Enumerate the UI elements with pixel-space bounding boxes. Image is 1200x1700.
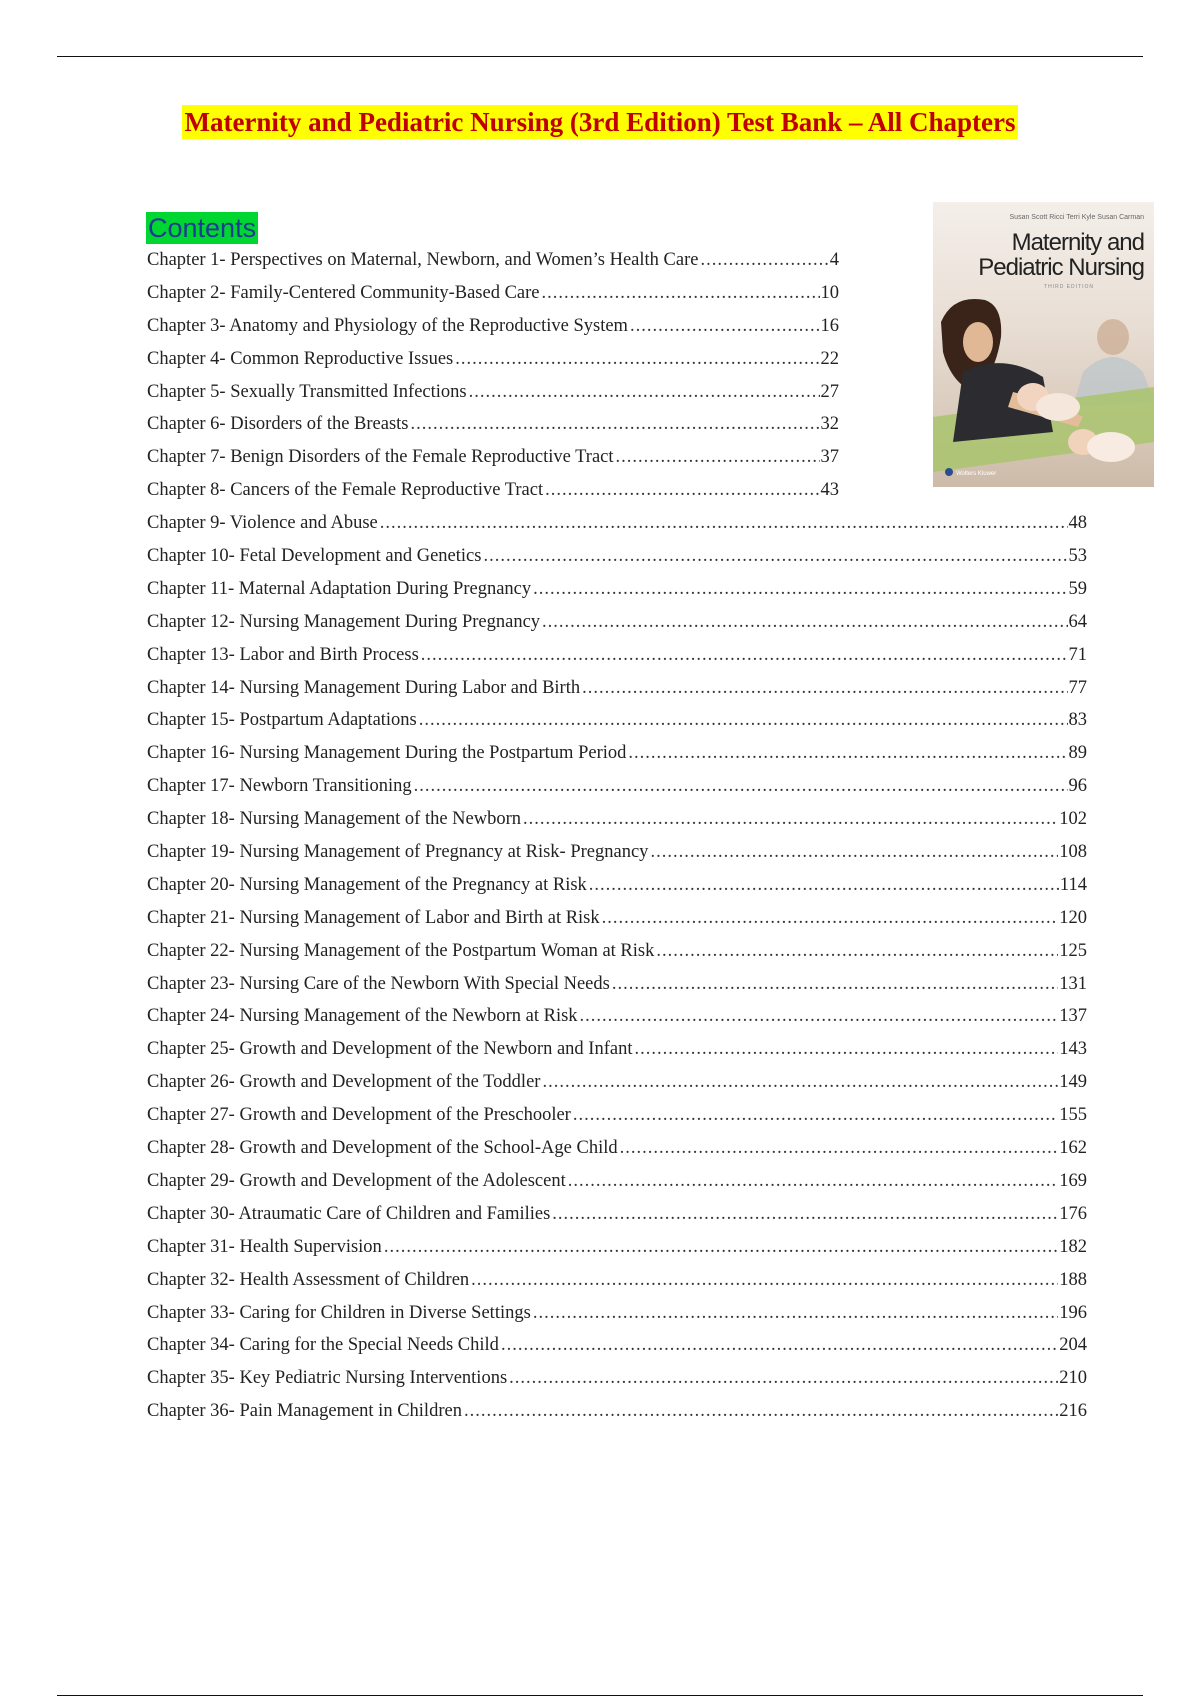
toc-leader-dots [545, 476, 819, 509]
toc-entry-label: Chapter 12- Nursing Management During Pregnancy [147, 608, 542, 641]
toc-entry[interactable] [147, 279, 839, 312]
toc-entry[interactable] [147, 706, 1087, 739]
toc-entry-page: 143 [1058, 1035, 1087, 1068]
toc-leader-dots [523, 805, 1058, 838]
toc-entry[interactable] [147, 443, 839, 476]
toc-entry[interactable] [147, 1035, 1087, 1068]
toc-leader-dots [542, 608, 1067, 641]
toc-entry-page: 216 [1058, 1397, 1087, 1430]
toc-entry-page: 108 [1058, 838, 1087, 871]
toc-leader-dots [455, 345, 819, 378]
toc-entry-page: 89 [1068, 739, 1088, 772]
cover-authors: Susan Scott Ricci Terri Kyle Susan Carman [1009, 214, 1144, 221]
toc-entry[interactable] [147, 1200, 1087, 1233]
toc-leader-dots [612, 970, 1058, 1003]
toc-entry-label: Chapter 19- Nursing Management of Pregnancy at Risk- Pregnancy [147, 838, 650, 871]
toc-entry-page: 59 [1068, 575, 1088, 608]
toc-entry[interactable] [147, 937, 1087, 970]
toc-entry-label: Chapter 11- Maternal Adaptation During Pregnancy [147, 575, 533, 608]
toc-entry-page: 131 [1058, 970, 1087, 1003]
cover-title: Maternity and Pediatric Nursing [978, 229, 1144, 281]
toc-entry-page: 120 [1058, 904, 1087, 937]
toc-entry[interactable] [147, 739, 1087, 772]
toc-leader-dots [542, 279, 820, 312]
title-container [0, 105, 1200, 139]
toc-leader-dots [509, 1364, 1058, 1397]
cover-edition: THIRD EDITION [1044, 284, 1094, 290]
toc-leader-dots [414, 772, 1068, 805]
toc-entry-page: 53 [1068, 542, 1088, 575]
toc-leader-dots [552, 1200, 1058, 1233]
toc-entry[interactable] [147, 608, 1087, 641]
toc-entry-page: 27 [820, 378, 840, 411]
toc-entry-label: Chapter 25- Growth and Development of the Newborn and Infant [147, 1035, 634, 1068]
toc-entry-page: 22 [820, 345, 840, 378]
toc-leader-dots [501, 1331, 1058, 1364]
toc-entry-page: 210 [1058, 1364, 1087, 1397]
cover-publisher: Wolters Kluwer [956, 471, 997, 477]
toc-entry[interactable] [147, 345, 839, 378]
toc-leader-dots [533, 1299, 1058, 1332]
toc-leader-dots [533, 575, 1067, 608]
toc-entry-label: Chapter 35- Key Pediatric Nursing Interventions [147, 1364, 509, 1397]
toc-entry[interactable] [147, 871, 1087, 904]
toc-entry-page: 114 [1059, 871, 1087, 904]
toc-entry-label: Chapter 22- Nursing Management of the Postpartum Woman at Risk [147, 937, 656, 970]
toc-entry-page: 96 [1068, 772, 1088, 805]
toc-entry-label: Chapter 3- Anatomy and Physiology of the Reproductive System [147, 312, 630, 345]
toc-entry-label: Chapter 10- Fetal Development and Genetics [147, 542, 483, 575]
toc-entry[interactable] [147, 1233, 1087, 1266]
toc-entry[interactable] [147, 970, 1087, 1003]
toc-entry[interactable] [147, 378, 839, 411]
toc-entry[interactable] [147, 1299, 1087, 1332]
toc-entry-page: 196 [1058, 1299, 1087, 1332]
toc-entry-page: 162 [1058, 1134, 1087, 1167]
toc-entry-page: 188 [1058, 1266, 1087, 1299]
toc-entry-label: Chapter 23- Nursing Care of the Newborn With Special Needs [147, 970, 612, 1003]
toc-entry-page: 182 [1058, 1233, 1087, 1266]
toc-entry[interactable] [147, 1331, 1087, 1364]
toc-leader-dots [384, 1233, 1058, 1266]
toc-entry-label: Chapter 32- Health Assessment of Children [147, 1266, 471, 1299]
document-title: Maternity and Pediatric Nursing (3rd Edition) Test Bank – All Chapters [184, 107, 1016, 137]
toc-entry-label: Chapter 14- Nursing Management During Labor and Birth [147, 674, 582, 707]
toc-entry[interactable] [147, 904, 1087, 937]
bottom-rule [57, 1695, 1143, 1696]
toc-leader-dots [542, 1068, 1058, 1101]
toc-entry-page: 149 [1058, 1068, 1087, 1101]
toc-leader-dots [568, 1167, 1059, 1200]
toc-entry[interactable] [147, 1167, 1087, 1200]
toc-leader-dots [634, 1035, 1058, 1068]
toc-entry-page: 102 [1058, 805, 1087, 838]
toc-entry[interactable] [147, 509, 1087, 542]
toc-leader-dots [580, 1002, 1059, 1035]
toc-entry-label: Chapter 4- Common Reproductive Issues [147, 345, 455, 378]
toc-entry-page: 137 [1058, 1002, 1087, 1035]
toc-leader-dots [589, 871, 1059, 904]
toc-leader-dots [602, 904, 1059, 937]
toc-entry-page: 169 [1058, 1167, 1087, 1200]
toc-entry[interactable] [147, 1266, 1087, 1299]
toc-entry-label: Chapter 9- Violence and Abuse [147, 509, 380, 542]
toc-entry-label: Chapter 27- Growth and Development of the Preschooler [147, 1101, 573, 1134]
toc-entry[interactable] [147, 1134, 1087, 1167]
toc-entry-page: 10 [820, 279, 840, 312]
toc-entry-label: Chapter 1- Perspectives on Maternal, Newborn, and Women’s Health Care [147, 246, 700, 279]
toc-entry-page: 37 [820, 443, 840, 476]
toc-entry-label: Chapter 17- Newborn Transitioning [147, 772, 414, 805]
toc-entry[interactable] [147, 1101, 1087, 1134]
toc-leader-dots [620, 1134, 1059, 1167]
toc-entry[interactable] [147, 805, 1087, 838]
toc-leader-dots [469, 378, 820, 411]
toc-entry-page: 16 [820, 312, 840, 345]
book-cover-image [933, 202, 1154, 487]
top-rule [57, 56, 1143, 57]
toc-leader-dots [464, 1397, 1058, 1430]
toc-entry[interactable] [147, 838, 1087, 871]
toc-leader-dots [380, 509, 1068, 542]
toc-leader-dots [483, 542, 1067, 575]
toc-entry-label: Chapter 36- Pain Management in Children [147, 1397, 464, 1430]
toc-entry[interactable] [147, 1364, 1087, 1397]
toc-entry-label: Chapter 28- Growth and Development of the School-Age Child [147, 1134, 620, 1167]
toc-leader-dots [650, 838, 1058, 871]
toc-entry-label: Chapter 2- Family-Centered Community-Based Care [147, 279, 542, 312]
toc-leader-dots [628, 739, 1067, 772]
toc-entry-label: Chapter 20- Nursing Management of the Pregnancy at Risk [147, 871, 589, 904]
toc-entry-label: Chapter 16- Nursing Management During the Postpartum Period [147, 739, 628, 772]
toc-entry-label: Chapter 6- Disorders of the Breasts [147, 410, 411, 443]
toc-entry-page: 125 [1058, 937, 1087, 970]
toc-entry-label: Chapter 29- Growth and Development of the Adolescent [147, 1167, 568, 1200]
toc-entry-label: Chapter 30- Atraumatic Care of Children and Families [147, 1200, 552, 1233]
toc-entry[interactable] [147, 476, 839, 509]
toc-leader-dots [582, 674, 1067, 707]
toc-entry-label: Chapter 13- Labor and Birth Process [147, 641, 421, 674]
toc-entry-page: 48 [1068, 509, 1088, 542]
toc-entry-page: 71 [1068, 641, 1088, 674]
toc-entry[interactable] [147, 1002, 1087, 1035]
toc-leader-dots [573, 1101, 1058, 1134]
toc-entry-page: 204 [1058, 1331, 1087, 1364]
toc-entry[interactable] [147, 575, 1087, 608]
toc-leader-dots [616, 443, 820, 476]
toc-entry-page: 83 [1068, 706, 1088, 739]
toc-entry-label: Chapter 15- Postpartum Adaptations [147, 706, 419, 739]
contents-heading: Contents [148, 213, 257, 243]
toc-entry-label: Chapter 31- Health Supervision [147, 1233, 384, 1266]
toc-entry-page: 4 [829, 246, 839, 279]
toc-leader-dots [630, 312, 820, 345]
toc-entry[interactable] [147, 542, 1087, 575]
toc-entry-page: 176 [1058, 1200, 1087, 1233]
toc-entry-label: Chapter 5- Sexually Transmitted Infections [147, 378, 469, 411]
toc-leader-dots [421, 641, 1068, 674]
toc-entry-page: 32 [820, 410, 840, 443]
toc-entry[interactable] [147, 772, 1087, 805]
toc-entry-label: Chapter 34- Caring for the Special Needs Child [147, 1331, 501, 1364]
toc-entry-page: 77 [1068, 674, 1088, 707]
toc-entry[interactable] [147, 410, 839, 443]
toc-entry[interactable] [147, 1068, 1087, 1101]
toc-entry[interactable] [147, 312, 839, 345]
toc-entry[interactable] [147, 1397, 1087, 1430]
toc-leader-dots [471, 1266, 1058, 1299]
toc-entry[interactable] [147, 674, 1087, 707]
toc-entry-page: 43 [820, 476, 840, 509]
toc-entry-label: Chapter 24- Nursing Management of the Newborn at Risk [147, 1002, 580, 1035]
toc-entry-label: Chapter 8- Cancers of the Female Reproductive Tract [147, 476, 545, 509]
toc-entry[interactable] [147, 641, 1087, 674]
toc-leader-dots [656, 937, 1058, 970]
toc-entry-label: Chapter 7- Benign Disorders of the Female Reproductive Tract [147, 443, 616, 476]
toc-entry-label: Chapter 26- Growth and Development of the Toddler [147, 1068, 542, 1101]
toc-leader-dots [411, 410, 820, 443]
toc-entry-label: Chapter 18- Nursing Management of the Newborn [147, 805, 523, 838]
toc-entry-page: 64 [1068, 608, 1088, 641]
toc-entry-label: Chapter 33- Caring for Children in Diverse Settings [147, 1299, 533, 1332]
toc-entry-label: Chapter 21- Nursing Management of Labor and Birth at Risk [147, 904, 602, 937]
toc-entry[interactable] [147, 246, 839, 279]
toc-entry-page: 155 [1058, 1101, 1087, 1134]
toc-leader-dots [419, 706, 1068, 739]
toc-leader-dots [700, 246, 828, 279]
